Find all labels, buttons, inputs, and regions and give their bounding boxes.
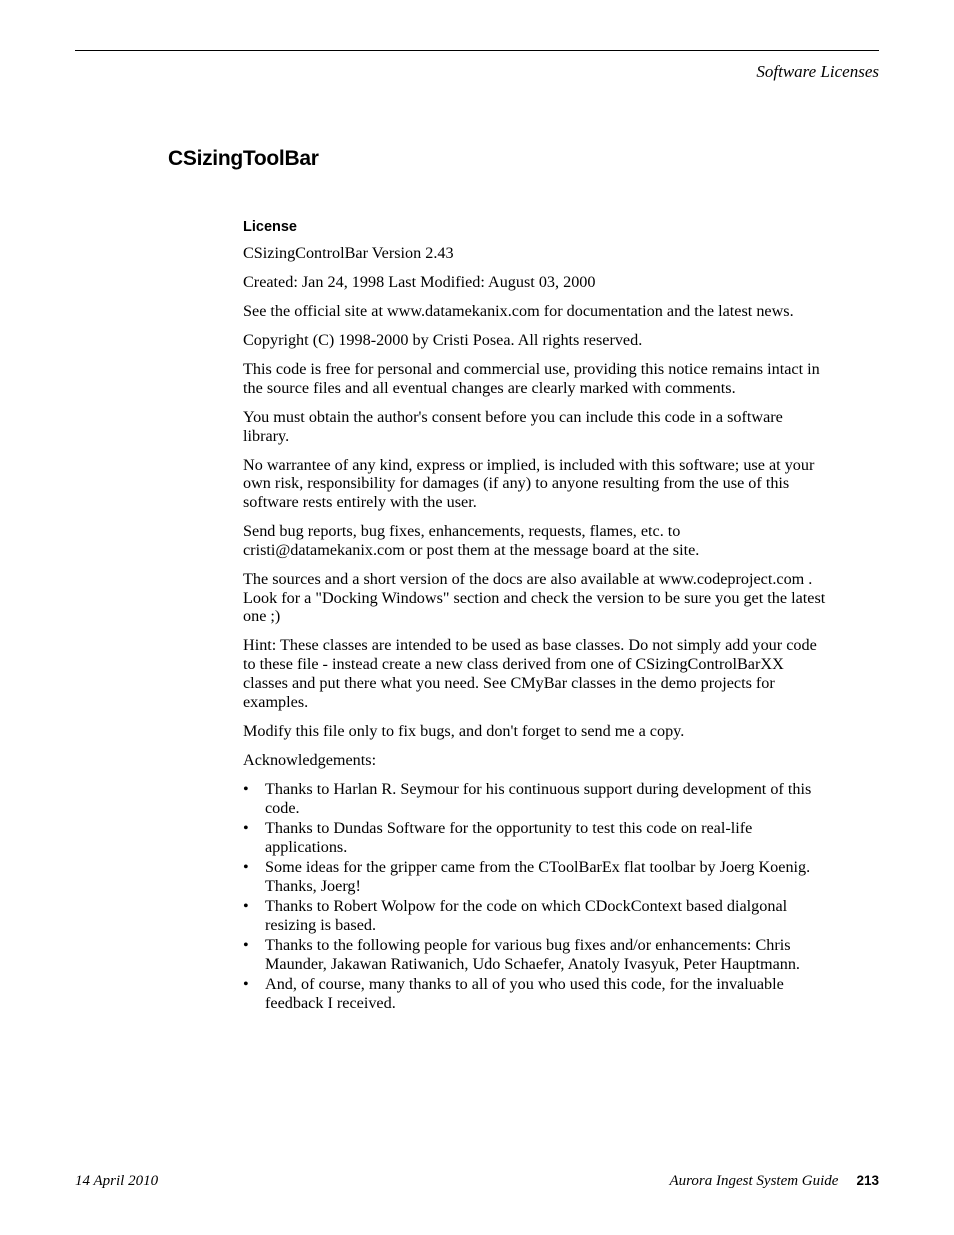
bullet-icon: • [243,857,249,876]
list-item-text: Thanks to Harlan R. Seymour for his continuous support during development of this code. [265,779,812,817]
acknowledgements-list [243,780,828,1013]
paragraph: Copyright (C) 1998-2000 by Cristi Posea. All rights reserved. [243,330,643,349]
list-item [243,819,828,857]
license-heading: License [243,219,297,235]
paragraph: Send bug reports, bug fixes, enhancements, requests, flames, etc. to cristi@datamekanix.com or post them at the message board at the site. [243,522,700,559]
paragraph: CSizingControlBar Version 2.43 [243,244,454,262]
paragraph: No warrantee of any kind, express or implied, is included with this software; use at your own risk, responsibility for damages (if any) to anyone resulting from the use of this software rests entirely with the user. [243,455,815,512]
list-item [243,936,828,974]
list-item [243,780,828,818]
page-title: CSizingToolBar [168,147,319,170]
list-item [243,975,828,1013]
list-item-text: Thanks to the following people for various bug fixes and/or enhancements: Chris Maunder, Jakawan Ratiwanich, Udo Schaefer, Anatoly Ivasyuk, Peter Hauptmann. [265,935,800,973]
bullet-icon: • [243,779,249,798]
footer-right [669,1173,879,1190]
page-number: 213 [856,1173,879,1188]
header-rule [75,50,879,51]
footer-date: 14 April 2010 [75,1173,159,1189]
list-item-text: And, of course, many thanks to all of you who used this code, for the invaluable feedback I received. [265,974,784,1012]
list-item-text: Thanks to Robert Wolpow for the code on which CDockContext based dialgonal resizing is based. [265,896,788,934]
footer-guide-title: Aurora Ingest System Guide [669,1173,839,1189]
running-header: Software Licenses [756,62,879,81]
list-item-text: Thanks to Dundas Software for the opportunity to test this code on real-life applications. [265,818,753,856]
paragraph: Hint: These classes are intended to be used as base classes. Do not simply add your code to these file - instead create a new class derived from one of CSizingControlBarXX classes and put there what you need. See CMyBar classes in the demo projects for examples. [243,636,817,711]
paragraph: Created: Jan 24, 1998 Last Modified: August 03, 2000 [243,272,596,291]
paragraph: Acknowledgements: [243,750,377,769]
license-body [243,219,828,1014]
bullet-icon: • [243,818,249,837]
paragraph: This code is free for personal and commercial use, providing this notice remains intact in the source files and all eventual changes are clearly marked with comments. [243,359,820,397]
paragraph: See the official site at www.datamekanix.com for documentation and the latest news. [243,301,794,320]
list-item-text: Some ideas for the gripper came from the CToolBarEx flat toolbar by Joerg Koenig. Thanks, Joerg! [265,857,811,895]
paragraph: You must obtain the author's consent before you can include this code in a software library. [243,407,783,445]
list-item [243,897,828,935]
bullet-icon: • [243,974,249,993]
bullet-icon: • [243,896,249,915]
paragraph: Modify this file only to fix bugs, and don't forget to send me a copy. [243,721,685,740]
bullet-icon: • [243,935,249,954]
list-item [243,858,828,896]
paragraph: The sources and a short version of the docs are also available at www.codeproject.com . Look for a "Docking Windows" section and check the version to be sure you get the latest one ;) [243,569,826,626]
